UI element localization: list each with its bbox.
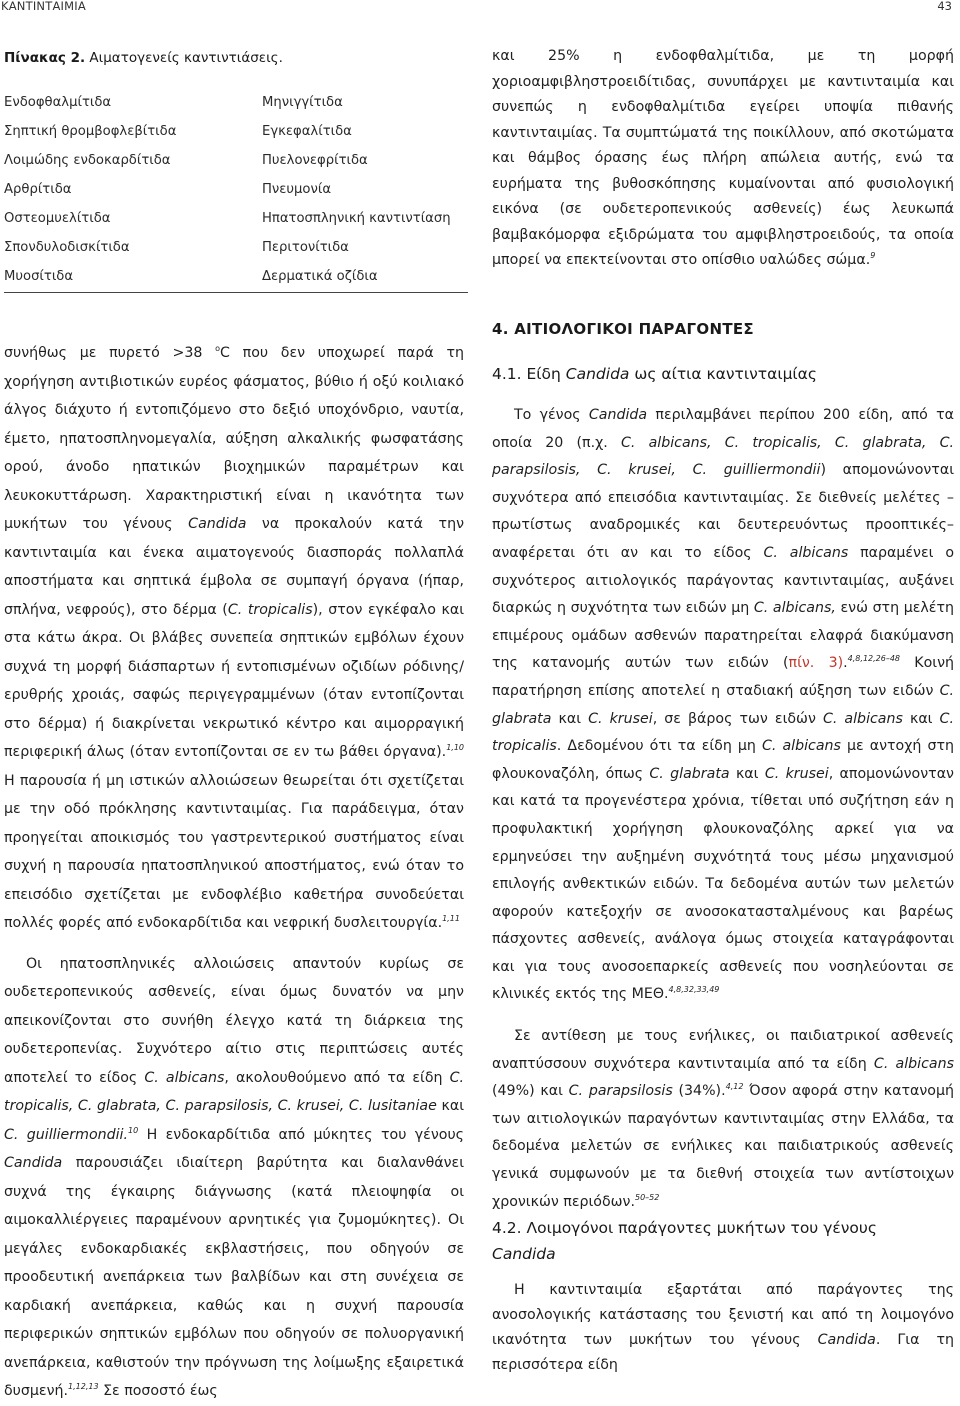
paragraph: και 25% η ενδοφθαλμίτιδα, με τη μορφή χοριοαμφιβληστροειδίτιδας, συνυπάρχει με καντινταιμία και συνεπώς η ενδοφθαλμίτιδα εγείρει υποψία πιθανής καντινταιμίας. Τα συμπτώματά της ποικίλλουν, από σκοτώματα και θάμβος όρασης έως πλήρη απώλεια αυτής, ενώ τα ευρήματα της βυθοσκόπησης κυμαίνονται από φυσιολογική εικόνα (σε ουδετεροπενικούς ασθενείς) έως λευκωπά βαμβακόμορφα εξιδρώματα του αμφιβληστροειδούς, τα οποία μπορεί να επεκτείνονται στο οπίσθιο υαλώδες σώμα.$^9$ xyxy=(492,48,954,268)
page-header xyxy=(0,0,960,14)
citation: 4,8,32,33,49 xyxy=(668,985,720,995)
citation: 1,11 xyxy=(442,914,460,923)
table-cell: Πυελονεφρίτιδα xyxy=(262,153,368,168)
left-column xyxy=(4,339,464,1406)
citation: 4,12 xyxy=(725,1082,744,1092)
table-row xyxy=(4,95,468,124)
table-caption xyxy=(4,50,283,66)
table-cell: Μηνιγγίτιδα xyxy=(262,95,343,110)
table-cell: Περιτονίτιδα xyxy=(262,240,349,255)
table-cell: Λοιμώδης ενδοκαρδίτιδα xyxy=(4,153,171,168)
page-number: 43 xyxy=(937,0,952,13)
citation: 50–52 xyxy=(634,1192,660,1202)
citation: 9 xyxy=(870,251,876,260)
table-cell: Αρθρίτιδα xyxy=(4,182,72,197)
paragraph: Σε αντίθεση με τους ενήλικες, οι παιδιατρικοί ασθενείς αναπτύσσουν συχνότερα καντινταιμία από τα είδη C. albicans (49%) και C. parapsilosis (34%).$^{4,12}$ Όσον αφορά στην κατανομή των αιτιολογικών παραγόντων καντινταιμίας στην Ελλάδα, τα δεδομένα μελετών σε ενήλικες και παιδιατρικούς ασθενείς γενικά συμφωνούν με τα διεθνή στοιχεία των αντίστοιχων χρονικών περιόδων.$^{50-52}$ xyxy=(492,1028,955,1210)
table-cell: Σηπτική θρομβοφλεβίτιδα xyxy=(4,124,177,139)
right-column-tail xyxy=(492,1278,954,1378)
table-cell: Σπονδυλοδισκίτιδα xyxy=(4,240,130,255)
table-row xyxy=(4,240,468,269)
right-column-intro xyxy=(492,44,954,274)
table-2 xyxy=(4,95,468,298)
table-cell: Δερματικά οζίδια xyxy=(262,269,378,284)
citation: 1,10 xyxy=(446,743,464,752)
paragraph: Η καντινταιμία εξαρτάται από παράγοντες της ανοσολογικής κατάστασης του ξενιστή και από τη λοιμογόνο ικανότητα των μυκήτων του γένους Candida. Για τη περισσότερα είδη xyxy=(492,1282,954,1373)
table-row xyxy=(4,124,468,153)
citation: 4,8,12,26–48 xyxy=(847,654,901,664)
right-column-body xyxy=(492,402,954,1216)
table-caption-text: Αιματογενείς καντιντιάσεις. xyxy=(85,50,283,66)
table-row xyxy=(4,269,468,298)
table-cell: Πνευμονία xyxy=(262,182,332,197)
section-heading: 4. ΑΙΤΙΟΛΟΓΙΚΟΙ ΠΑΡΑΓΟΝΤΕΣ xyxy=(492,320,754,338)
table-row xyxy=(4,182,468,211)
citation: 1,12,13 xyxy=(68,1382,99,1391)
paragraph: Το γένος Candida περιλαμβάνει περίπου 200 είδη, από τα οποία 20 (π.χ. C. albicans, C. tropicalis, C. glabrata, C. parapsilosis, C. krusei, C. guilliermondii) απομονώνονται συχνότερα από επεισόδια καντινταιμίας. Σε διεθνείς μελέτες –πρωτίστως αναδρομικές και δευτερευόντως προοπτικές– αναφέρεται ότι αν και το είδος C. albicans παραμένει ο συχνότερος αιτιολογικός παράγοντας καντινταιμίας, αυξάνει διαρκώς η συχνότητα των ειδών μη C. albicans, ενώ στη μελέτη επιμέρους ομάδων ασθενών παρατηρείται ελαφρά διακύμανση της κατανομής αυτών των ειδών (πίν. 3).$^{4,8,12,26-48}$ Κοινή παρατήρηση επίσης αποτελεί η σταδιακή αύξηση των ειδών C. glabrata και C. krusei, σε βάρος των ειδών C. albicans και C. tropicalis. Δεδομένου ότι τα είδη μη C. albicans με αντοχή στη φλουκοναζόλη, όπως C. glabrata και C. krusei, απομονώνονταν και κατά τα προγενέστερα χρόνια, τίθεται υπό συζήτηση εάν η προφυλακτική χορήγηση φλουκοναζόλης αρκεί για να ερμηνεύσει την αυξημένη συχνότητά τους μέσω μηχανισμού επιλογής ανθεκτικών ειδών. Τα δεδομένα αυτών των μελετών αφορούν κατεξοχήν σε ανοσοκατασταλμένους και βαρέως πάσχοντες ασθενείς, ανάλογα όμως στοιχεία καταγράφονται και για τους ανοσοεπαρκείς ασθενείς που νοσηλεύονται σε κλινικές εκτός της ΜΕΘ.$^{4,8,32,33,49}$ xyxy=(492,407,955,1003)
table-cell: Ενδοφθαλμίτιδα xyxy=(4,95,112,110)
table-bottom-rule xyxy=(4,292,468,293)
table-cell: Οστεομυελίτιδα xyxy=(4,211,111,226)
table-row xyxy=(4,153,468,182)
table-caption-label: Πίνακας 2. xyxy=(4,50,86,66)
table-row xyxy=(4,211,468,240)
running-title: ΚΑΝΤΙΝΤΑΙΜΙΑ xyxy=(1,0,86,13)
paragraph: συνήθως με πυρετό >38 $^o$C που δεν υποχωρεί παρά τη χορήγηση αντιβιοτικών ευρέος φάσματος, βύθιο ή οξύ κοιλιακό άλγος διάχυτο ή εντοπιζόμενο στο δεξιό υποχόνδριο, ναυτία, έμετο, ηπατοσπληνομεγαλία, αύξηση αλκαλικής φωσφατάσης ορού, άνοδο ηπατικών βιοχημικών παραμέτρων και λευκοκυττάρωση. Χαρακτηριστική είναι η ικανότητα των μυκήτων του γένους Candida να προκαλούν κατά την καντινταιμία και ένεκα αιματογενούς διασποράς πολλαπλά αποστήματα και σηπτικά έμβολα σε συμπαγή όργανα (ήπαρ, σπλήνα, νεφρούς), στο δέρμα (C. tropicalis), στον εγκέφαλο και στα κάτω άκρα. Οι βλάβες συνεπεία σηπτικών εμβόλων έχουν συχνά τη μορφή διάσπαρτων ή εντοπισμένων οζιδίων ρόδινης/ερυθρής χροιάς, σαφώς περιγεγραμμένων (όταν εντοπίζονται στο δέρμα) ή διακρίνεται νεκρωτικό κέντρο και αιμορραγική περιφερική άλως (όταν εντοπίζονται σε εν τω βάθει όργανα).$^{1,10}$ Η παρουσία ή μη ιστικών αλλοιώσεων θεωρείται ότι σχετίζεται με την οδό πρόκλησης καντινταιμίας. Για παράδειγμα, όταν προηγείται αποικισμός του γαστρεντερικού συστήματος είναι συχνή η παρουσία ηπατοσπληνικού αποστήματος, ενώ όταν το επεισόδιο σχετίζεται με ενδοφλέβιο καθετήρα συνοδεύεται πολλές φορές από ενδοκαρδίτιδα και νεφρική δυσλειτουργία.$^{1,11}$ xyxy=(4,344,464,931)
paragraph: Οι ηπατοσπληνικές αλλοιώσεις απαντούν κυρίως σε ουδετεροπενικούς ασθενείς, είναι όμως δυνατόν να μην απεικονίζονται στο συνήθη έλεγχο κατά τη διάρκεια της ουδετεροπενίας. Συχνότερο αίτιο στις περιπτώσεις αυτές αποτελεί το είδος C. albicans, ακολουθούμενο από τα είδη C. tropicalis, C. glabrata, C. parapsilosis, C. krusei, C. lusitaniae και C. guilliermondii.$^{10}$ Η ενδοκαρδίτιδα από μύκητες του γένους Candida παρουσιάζει ιδιαίτερη βαρύτητα και διαλανθάνει συχνά της έγκαιρης διάγνωσης (κατά πλειοψηφία οι αιμοκαλλιέργειες παραμένουν αρνητικές για ζυμομύκητες). Οι μεγάλες ενδοκαρδιακές εκβλαστήσεις, που οδηγούν σε προοδευτική ανεπάρκεια των βαλβίδων και στη συνέχεια σε καρδιακή ανεπάρκεια, καθώς και η συχνή παρουσία περιφερικών σηπτικών εμβόλων που οδηγούν σε πολυοργανική ανεπάρκεια, καθιστούν την πρόγνωση της λοίμωξης εξαιρετικά δυσμενή.$^{1,12,13}$ Σε ποσοστό έως xyxy=(4,955,465,1399)
citation: 10 xyxy=(128,1125,139,1135)
subsection-heading: 4.2. Λοιμογόνοι παράγοντες μυκήτων του γένους Candida xyxy=(492,1219,877,1263)
table-cell: Ηπατοσπληνική καντιντίαση xyxy=(262,211,451,226)
table-reference-link[interactable]: πίν. 3) xyxy=(788,655,844,672)
table-cell: Μυοσίτιδα xyxy=(4,269,74,284)
table-cell: Εγκεφαλίτιδα xyxy=(262,124,352,139)
subsection-heading: 4.1. Είδη Candida ως αίτια καντινταιμίας xyxy=(492,365,817,383)
